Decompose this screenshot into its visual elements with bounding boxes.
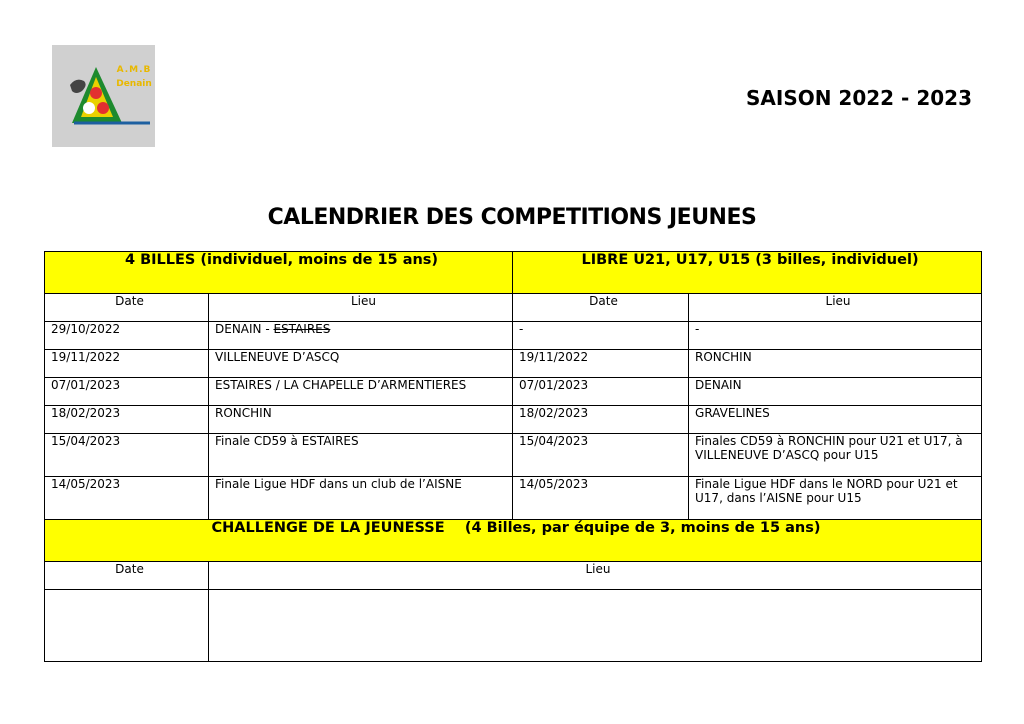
lieu-cell: RONCHIN bbox=[689, 350, 982, 378]
lieu-text: DENAIN - bbox=[215, 322, 274, 336]
date-cell: 14/05/2023 bbox=[513, 477, 689, 520]
lieu-cell: Finales CD59 à RONCHIN pour U21 et U17, à VILLENEUVE D’ASCQ pour U15 bbox=[689, 434, 982, 477]
empty-date-cell bbox=[45, 590, 209, 662]
logo-club-initials: A.M.B bbox=[116, 65, 152, 75]
section2-column-header-row bbox=[45, 562, 982, 590]
col-date: Date bbox=[45, 562, 209, 590]
billiard-triangle-logo-icon bbox=[52, 45, 155, 147]
lieu-cell: - bbox=[689, 322, 982, 350]
date-cell: 15/04/2023 bbox=[45, 434, 209, 477]
lieu-cell: Finale CD59 à ESTAIRES bbox=[209, 434, 513, 477]
struck-lieu-text: ESTAIRES bbox=[273, 322, 331, 336]
col-lieu: Lieu bbox=[209, 562, 982, 590]
challenge-heading: CHALLENGE DE LA JEUNESSE (4 Billes, par équipe de 3, moins de 15 ans) bbox=[45, 520, 982, 562]
table-row bbox=[45, 406, 982, 434]
col-lieu: Lieu bbox=[689, 294, 982, 322]
table-row bbox=[45, 378, 982, 406]
empty-row bbox=[45, 590, 982, 662]
logo-city: Denain bbox=[116, 79, 152, 89]
page-title: CALENDRIER DES COMPETITIONS JEUNES bbox=[267, 205, 757, 230]
date-cell: 18/02/2023 bbox=[513, 406, 689, 434]
date-cell: 29/10/2022 bbox=[45, 322, 209, 350]
competition-calendar-table bbox=[44, 251, 982, 662]
col-date: Date bbox=[45, 294, 209, 322]
four-billes-heading: 4 BILLES (individuel, moins de 15 ans) bbox=[45, 252, 513, 294]
lieu-cell: RONCHIN bbox=[209, 406, 513, 434]
lieu-cell bbox=[209, 322, 513, 350]
date-cell: 19/11/2022 bbox=[513, 350, 689, 378]
season-label: SAISON 2022 - 2023 bbox=[746, 86, 972, 110]
col-date: Date bbox=[513, 294, 689, 322]
date-cell: 18/02/2023 bbox=[45, 406, 209, 434]
section1-heading-row bbox=[45, 252, 982, 294]
empty-lieu-cell bbox=[209, 590, 982, 662]
date-cell: 15/04/2023 bbox=[513, 434, 689, 477]
date-cell: 14/05/2023 bbox=[45, 477, 209, 520]
lieu-cell: Finale Ligue HDF dans le NORD pour U21 et U17, dans l’AISNE pour U15 bbox=[689, 477, 982, 520]
table-row bbox=[45, 434, 982, 477]
date-cell: - bbox=[513, 322, 689, 350]
section1-column-header-row bbox=[45, 294, 982, 322]
col-lieu: Lieu bbox=[209, 294, 513, 322]
section2-heading-row bbox=[45, 520, 982, 562]
date-cell: 07/01/2023 bbox=[513, 378, 689, 406]
table-row bbox=[45, 350, 982, 378]
date-cell: 19/11/2022 bbox=[45, 350, 209, 378]
date-cell: 07/01/2023 bbox=[45, 378, 209, 406]
lieu-cell: ESTAIRES / LA CHAPELLE D’ARMENTIERES bbox=[209, 378, 513, 406]
lieu-cell: VILLENEUVE D’ASCQ bbox=[209, 350, 513, 378]
lieu-cell: DENAIN bbox=[689, 378, 982, 406]
lieu-cell: Finale Ligue HDF dans un club de l’AISNE bbox=[209, 477, 513, 520]
libre-heading: LIBRE U21, U17, U15 (3 billes, individuel) bbox=[513, 252, 982, 294]
lieu-cell: GRAVELINES bbox=[689, 406, 982, 434]
club-logo bbox=[52, 45, 155, 147]
table-row bbox=[45, 477, 982, 520]
table-row bbox=[45, 322, 982, 350]
